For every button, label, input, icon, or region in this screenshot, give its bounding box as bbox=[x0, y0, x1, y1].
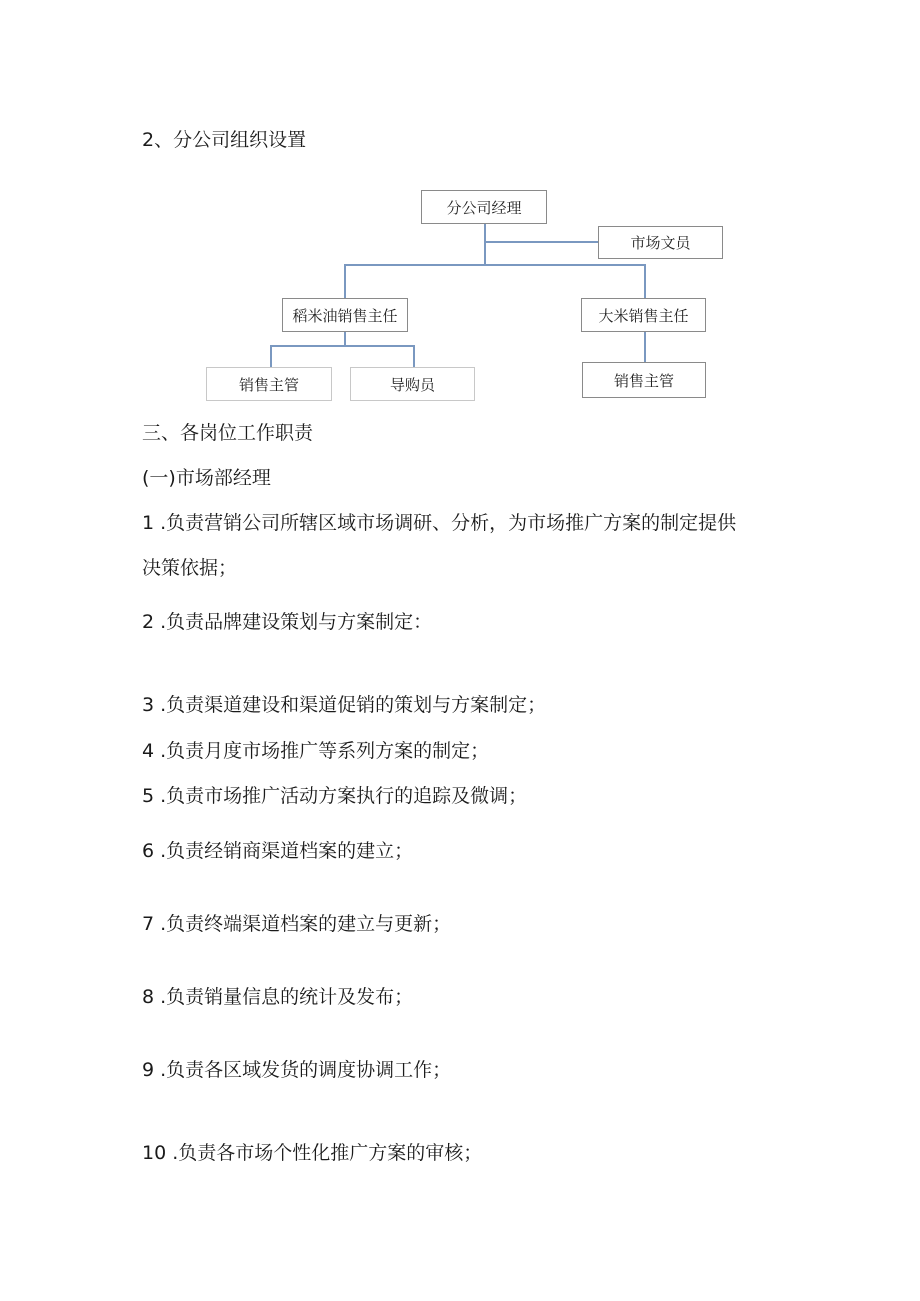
duty-item: 8 .负责销量信息的统计及发布； bbox=[142, 986, 414, 1008]
duty-item: 4 .负责月度市场推广等系列方案的制定； bbox=[142, 740, 490, 762]
duty-item: 1 .负责营销公司所辖区域市场调研、分析，为市场推广方案的制定提供 bbox=[142, 512, 737, 534]
org-box-rice-oil-director: 稻米油销售主任 bbox=[282, 298, 408, 332]
duty-item: 6 .负责经销商渠道档案的建立； bbox=[142, 840, 414, 862]
org-box-manager: 分公司经理 bbox=[421, 190, 547, 224]
duty-item: 10 .负责各市场个性化推广方案的审核； bbox=[142, 1142, 483, 1164]
connector bbox=[344, 332, 346, 346]
connector bbox=[484, 224, 486, 266]
connector bbox=[344, 264, 646, 266]
connector bbox=[270, 345, 272, 367]
org-box-rice-director: 大米销售主任 bbox=[581, 298, 706, 332]
duty-item-continued: 决策依据； bbox=[142, 557, 238, 579]
connector bbox=[413, 345, 415, 367]
org-box-sales-supervisor-left: 销售主管 bbox=[206, 367, 332, 401]
connector bbox=[644, 332, 646, 362]
duties-heading: 三、各岗位工作职责 bbox=[142, 422, 314, 444]
connector bbox=[484, 241, 598, 243]
org-box-clerk: 市场文员 bbox=[598, 226, 723, 259]
section-heading: 2、分公司组织设置 bbox=[142, 129, 307, 151]
duty-item: 3 .负责渠道建设和渠道促销的策划与方案制定； bbox=[142, 694, 547, 716]
sub-heading: (一)市场部经理 bbox=[142, 467, 271, 489]
org-chart bbox=[0, 0, 920, 420]
duty-item: 9 .负责各区域发货的调度协调工作； bbox=[142, 1059, 452, 1081]
connector bbox=[270, 345, 415, 347]
connector bbox=[344, 264, 346, 298]
connector bbox=[644, 264, 646, 298]
org-box-shopping-guide: 导购员 bbox=[350, 367, 475, 401]
duty-item: 7 .负责终端渠道档案的建立与更新； bbox=[142, 913, 452, 935]
org-box-sales-supervisor-right: 销售主管 bbox=[582, 362, 706, 398]
duty-item: 2 .负责品牌建设策划与方案制定： bbox=[142, 611, 433, 633]
duty-item: 5 .负责市场推广活动方案执行的追踪及微调； bbox=[142, 785, 528, 807]
